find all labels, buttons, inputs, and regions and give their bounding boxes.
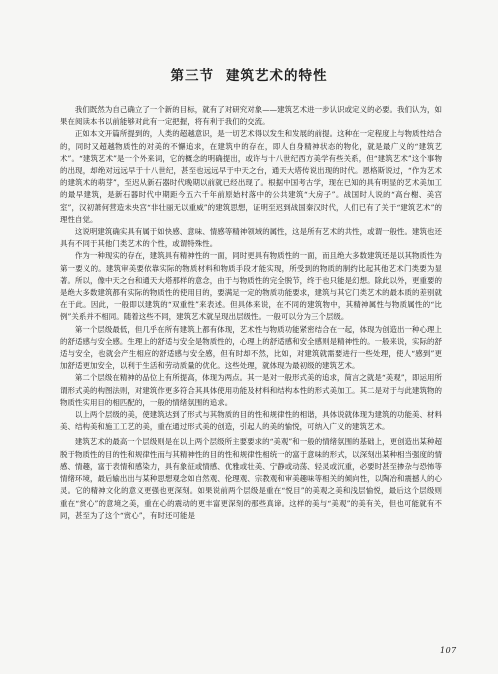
paragraph: 第二个层级在精神的品位上有所提高，体现为两点。其一是对一般形式美的追求，简言之就是“美观”，即运用所谓形式美的构图法则，对建筑作更多符合其具体使用功能及材料和结构本性的形式美加工。其二是对于与此建筑物的物质性实用目的相匹配的，一般的情绪氛围的追求。 <box>60 373 442 407</box>
paragraph: 这说明建筑确实具有属于如快感、意味、情感等精神领域的属性，这是所有艺术的共性，或谓一般性。建筑也还具有不同于其他门类艺术的个性，或谓特殊性。 <box>60 227 442 249</box>
page-number: 107 <box>440 646 457 655</box>
section-title <box>0 64 498 84</box>
paragraph: 我们既然为自己确立了一个新的目标，就有了对研究对象——建筑艺术进一步认识或定义的必要。我们认为，如果在阅读本书以前能够对此有一定把握，将有利于我们的交流。 <box>60 105 442 127</box>
paragraph: 正如本文开篇所提到的，人类的超越意识，是一切艺术得以发生和发展的前提。这种在一定程度上与物质性结合的，同时又超越物质性的对美的不懈追求，在建筑中的存在，即人自身精神状态的物化，就是最广义的“建筑艺术”。“建筑艺术”是一个外来词，它的概念的明确提出，或许与十八世纪西方美学有些关系，但“建筑艺术”这个事物的出现，却绝对远远早于十八世纪，甚至也远远早于中天之台，通天大塔传说出现的时代。恩格斯说过，“作为艺术的建筑术的萌芽”，至迟从新石器时代晚期以前就已经出现了。根据中国考古学，现在已知的具有明显的艺术美加工的最早建筑，是新石器时代中期距今五六千年前原始村落中的公共建筑“大房子”。战国时人说的“高台榭、美宫室”，汉初萧何营造未央宫“非壮丽无以重威”的建筑思想，证明至迟到战国秦汉时代，人们已有了关于“建筑艺术”的理性自觉。 <box>60 129 442 224</box>
body-text <box>60 104 442 522</box>
paragraph: 以上两个层级的美，使建筑达到了形式与其物质的目的性和规律性的相谐，具体说就体现为建筑的功能美、材料美、结构美和施工工艺的美，重在通过形式美的创造，引起人的美的愉悦，可纳入广义的建筑艺术。 <box>60 410 442 432</box>
paragraph: 建筑艺术的最高一个层级则是在以上两个层级所主要要求的“美观”和一般的情绪氛围的基础上，更创造出某种超脱于物质性的目的性和规律性而与其精神性的目的性和规律性相统一的富于意味的形式，以深刻出某种相当强度的情感、情趣，富于表情和感染力，具有象征或情感、优雅或壮美、宁静或动荡、轻灵或沉重，必要时甚至掺杂与恐怖等情绪环境，最后输出出与某种思想观念如自然观、伦理观、宗教观和审美趣味等相关的倾向性，以陶冶和震撼人的心灵。它的精神文化的意义更强也更深刻。如果说前两个层级是重在“悦目”的美观之美和浅层愉悦，最后这个层级则重在“赏心”的意境之美，重在心的震动的更丰富更深刻的那些真谛。这样的美与“美观”的美有关，但也可能就有不同，甚至为了这个“赏心”，有时还可能是 <box>60 437 442 520</box>
section-number: 第三节 <box>170 68 214 84</box>
section-title-text: 建筑艺术的特性 <box>226 68 328 84</box>
paragraph: 第一个层级最低，但几乎在所有建筑上都有体现，艺术性与物质功能紧密结合在一起，体现为创造出一种心理上的舒适感与安全感。生理上的舒适与安全是物质性的，心理上的舒适感和安全感则是精神性的。一般来说，实际的舒适与安全，也就会产生相应的舒适感与安全感，但有时却不然，比如，对建筑就需要进行一些处理，使人“感到”更加舒适更加安全，以利于生活和劳动质量的优化。这些处理，就体现为最初级的建筑艺术。 <box>60 324 442 371</box>
paragraph: 作为一种现实的存在，建筑具有精神性的一面，同时更具有物质性的一面，而且绝大多数建筑还是以其物质性为第一要义的。建筑审美要依靠实际的物质材料和物质手段才能实现，所受到的物质的制约比起其他艺术门类要为显著。所以，像中天之台和通天大塔那样的意念，由于与物质性的完全脱节，终于也只能是幻想。除此以外，更重要的是绝大多数建筑都有实际的物质性的使用目的，要满足一定的物质功能要求，建筑与其它门类艺术的最本质的差别就在于此。因此，一般即以建筑的“双重性”来表述。但具体来说，在不同的建筑物中，其精神属性与物质属性的“比例”关系并不相同。随着这些不同，建筑艺术就呈现出层级性。一般可以分为三个层级。 <box>60 251 442 322</box>
